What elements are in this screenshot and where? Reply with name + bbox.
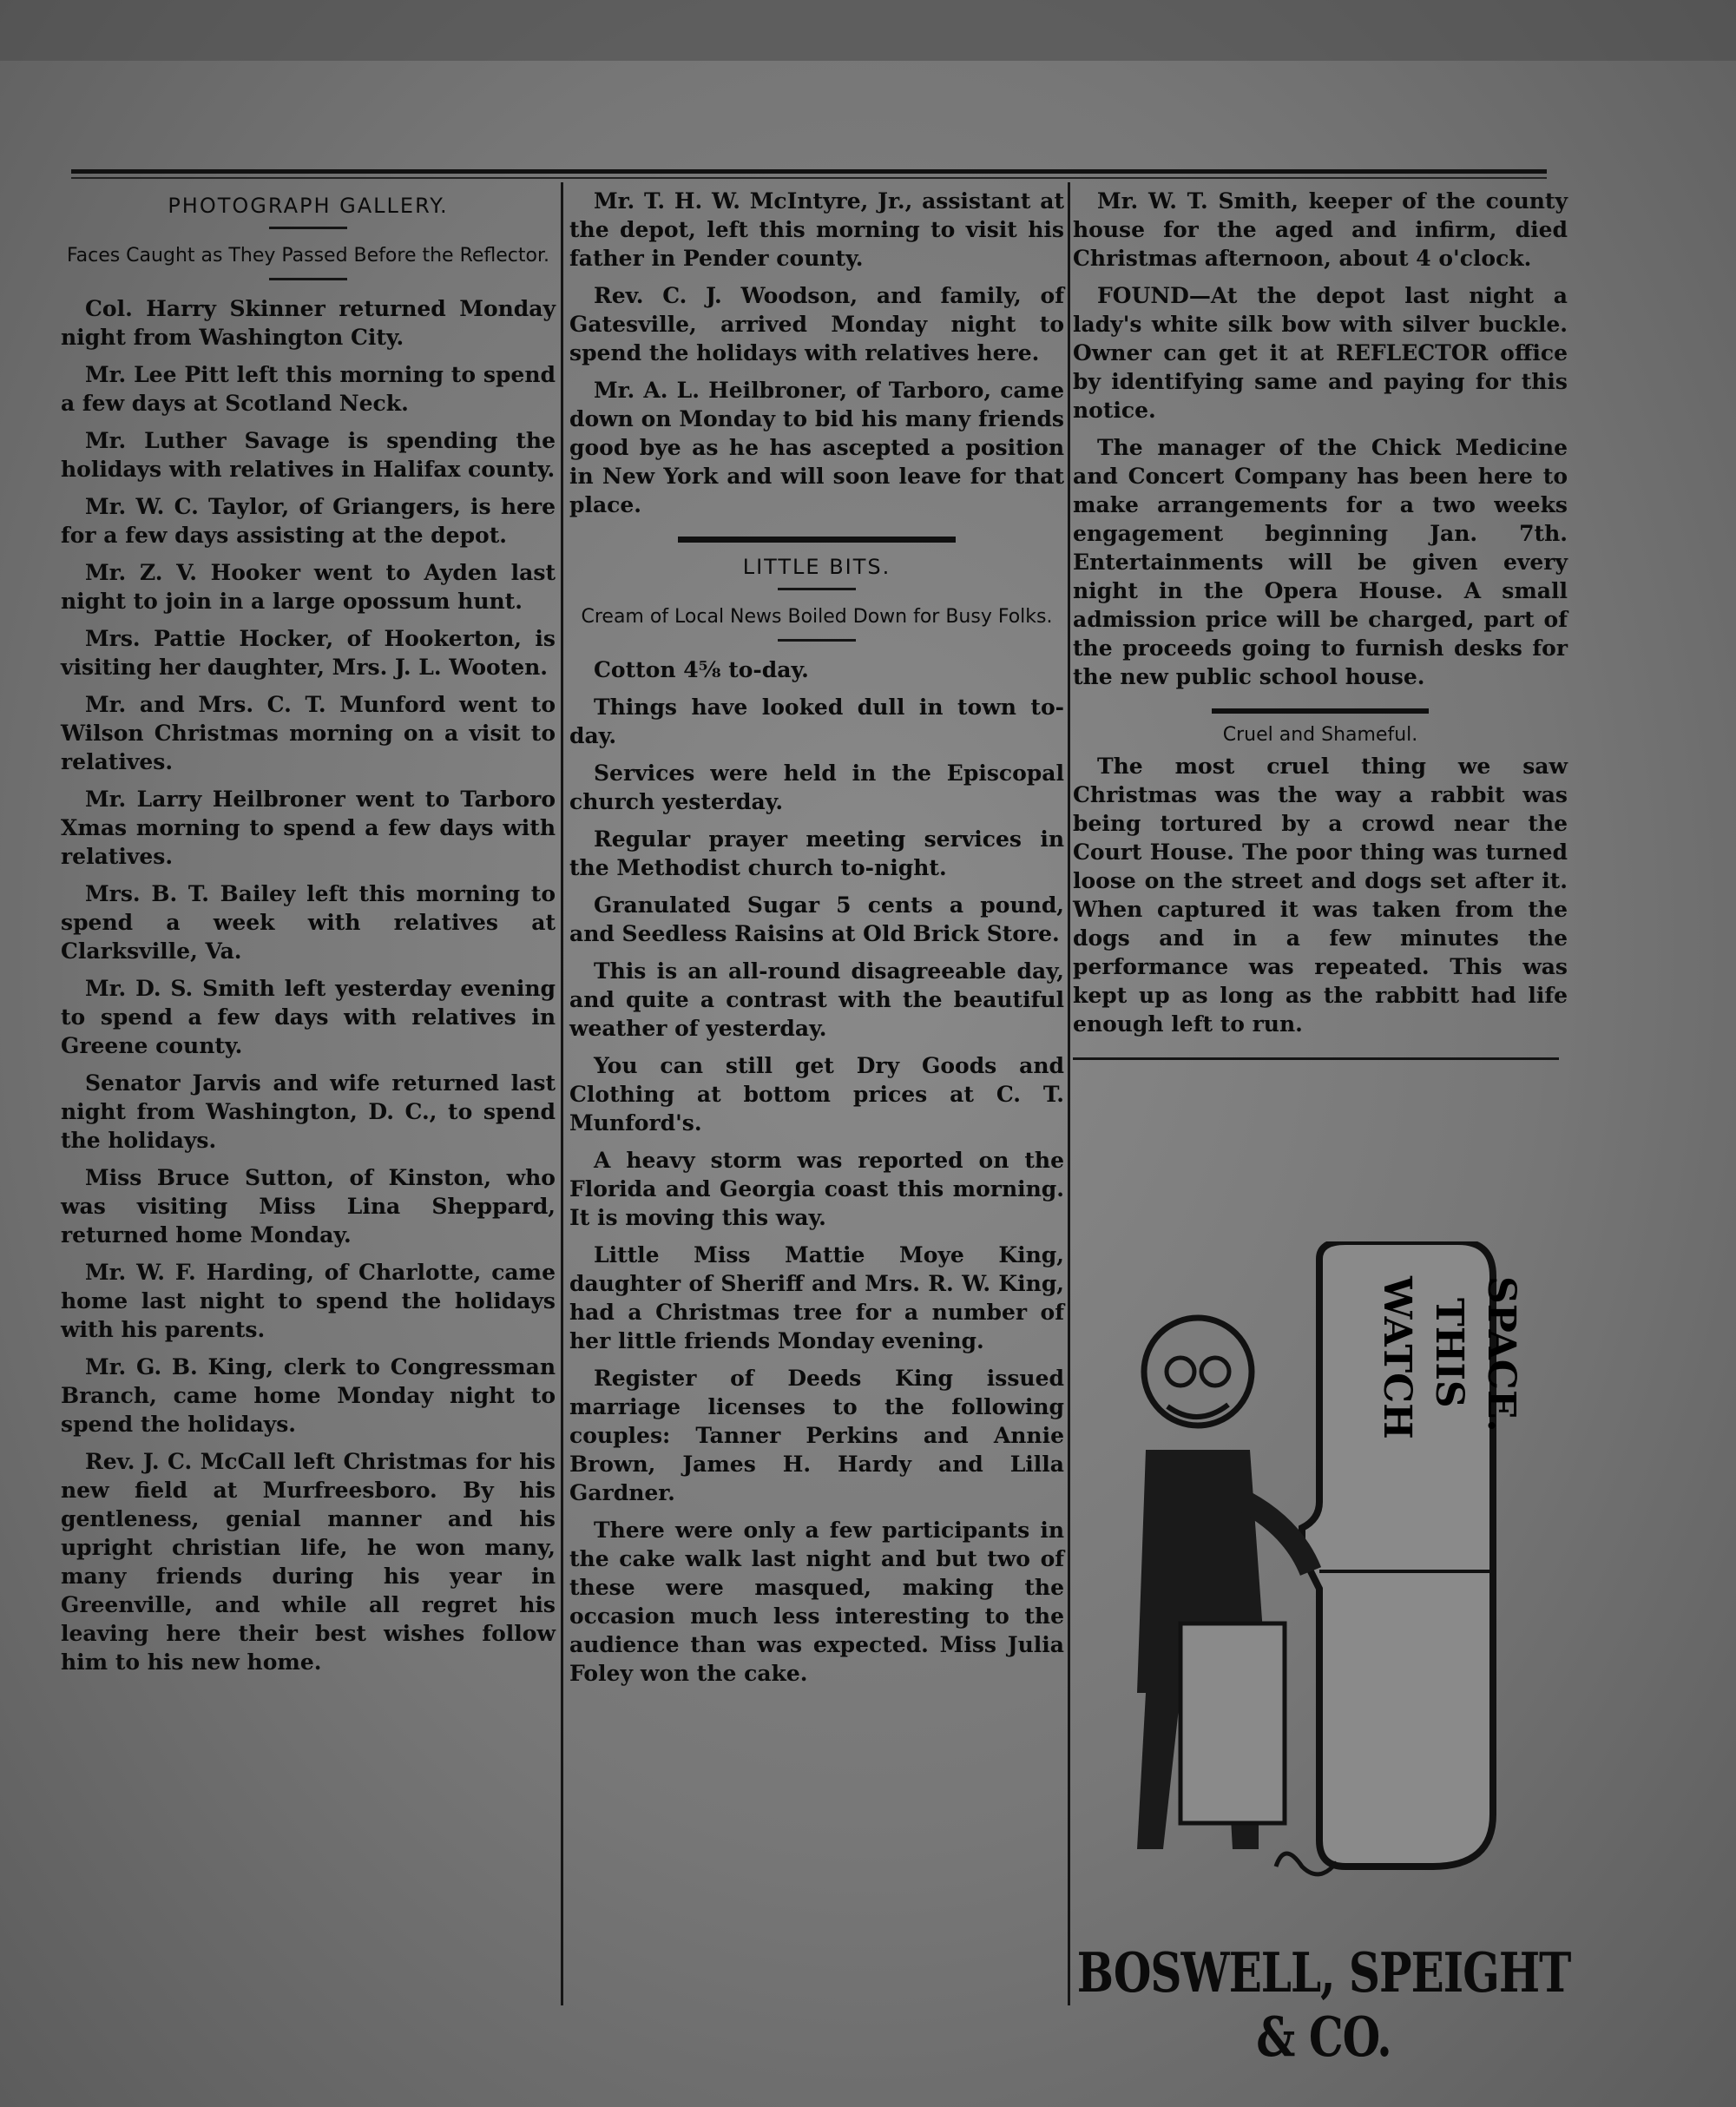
column-1 — [61, 187, 556, 1685]
old-man-figure — [1137, 1318, 1337, 1874]
news-item: Mr. T. H. W. McIntyre, Jr., assistant at the depot, left this morning to visit his father in Pender county. — [569, 188, 1064, 271]
news-item: Mrs. B. T. Bailey left this morning to spend a week with relatives at Clarksville, Va. — [61, 881, 556, 964]
news-item: The manager of the Chick Medicine and Concert Company has been here to make arrangements for a two weeks engagement beginning Jan. 7th. Entertainments will be given every night in the Opera House. A small admission price will be charged, part of the proceeds going to furnish desks for the new public school house. — [1073, 435, 1568, 689]
news-item: FOUND—At the depot last night a lady's white silk bow with silver buckle. Owner can get it at REFLECTOR office by identifying same and paying for this notice. — [1073, 283, 1568, 423]
column-3 — [1073, 187, 1568, 1060]
news-item: Mrs. Pattie Hocker, of Hookerton, is visiting her daughter, Mrs. J. L. Wooten. — [61, 626, 556, 680]
column-divider-2 — [1068, 182, 1070, 2005]
news-item: Little Miss Mattie Moye King, daughter of Sheriff and Mrs. R. W. King, had a Christmas tree for a number of her little friends Monday evening. — [569, 1242, 1064, 1353]
watch-line-1: WATCH — [1375, 1276, 1419, 1439]
news-item: Mr. Z. V. Hooker went to Ayden last night to join in a large opossum hunt. — [61, 560, 556, 614]
news-item: Miss Bruce Sutton, of Kinston, who was visiting Miss Lina Sheppard, returned home Monday. — [61, 1165, 556, 1248]
news-item: Col. Harry Skinner returned Monday night from Washington City. — [61, 296, 556, 350]
top-rule-thin — [71, 177, 1547, 179]
news-item: There were only a few participants in the cake walk last night and but two of these were masqued, making the occasion much less interesting to the audience than was expected. Miss Julia Foley won the cake. — [569, 1518, 1064, 1686]
news-item: Register of Deeds King issued marriage licenses to the following couples: Tanner Perkins and Annie Brown, James H. Hardy and Lilla Gardner. — [569, 1366, 1064, 1505]
news-item: Cotton 4⅝ to-day. — [594, 657, 809, 682]
news-item: You can still get Dry Goods and Clothing at bottom prices at C. T. Munford's. — [569, 1053, 1064, 1136]
short-rule — [269, 227, 347, 229]
news-item: Mr. and Mrs. C. T. Munford went to Wilson Christmas morning on a visit to relatives. — [61, 692, 556, 774]
news-item: Mr. G. B. King, clerk to Congressman Branch, came home Monday night to spend the holidays. — [61, 1354, 556, 1437]
news-item: Mr. D. S. Smith left yesterday evening to spend a few days with relatives in Greene county. — [61, 976, 556, 1058]
short-rule — [778, 639, 856, 642]
news-item: Things have looked dull in town to-day. — [569, 695, 1064, 748]
news-item: Rev. C. J. Woodson, and family, of Gatesville, arrived Monday night to spend the holidays with relatives here. — [569, 283, 1064, 365]
short-rule — [269, 278, 347, 280]
news-item: Mr. W. C. Taylor, of Griangers, is here for a few days assisting at the depot. — [61, 494, 556, 548]
news-item: Granulated Sugar 5 cents a pound, and Seedless Raisins at Old Brick Store. — [569, 892, 1064, 946]
news-item: This is an all-round disagreeable day, and quite a contrast with the beautiful weather of yesterday. — [569, 958, 1064, 1041]
column-2 — [569, 187, 1064, 1696]
news-item: Services were held in the Episcopal church yesterday. — [569, 760, 1064, 814]
section-rule — [678, 537, 956, 543]
section-heading: LITTLE BITS. — [742, 555, 891, 579]
news-item: Senator Jarvis and wife returned last night from Washington, D. C., to spend the holidays. — [61, 1070, 556, 1153]
article-heading: Cruel and Shameful. — [1222, 724, 1418, 746]
news-item: Mr. Luther Savage is spending the holidays with relatives in Halifax county. — [61, 428, 556, 482]
news-item: A heavy storm was reported on the Florida and Georgia coast this morning. It is moving this way. — [569, 1148, 1064, 1230]
page-top-margin — [0, 0, 1736, 61]
news-item: Mr. Larry Heilbroner went to Tarboro Xmas morning to spend a few days with relatives. — [61, 787, 556, 869]
section-heading: PHOTOGRAPH GALLERY. — [168, 194, 449, 218]
news-item: Mr. A. L. Heilbroner, of Tarboro, came down on Monday to bid his many friends good bye as he has ascepted a position in New York and will soon leave for that place. — [569, 378, 1064, 517]
company-name: BOSWELL, SPEIGHT & CO. — [1076, 1940, 1571, 2069]
news-item: Mr. W. F. Harding, of Charlotte, came home last night to spend the holidays with his parents. — [61, 1260, 556, 1342]
ad-rule — [1073, 1057, 1559, 1060]
watch-line-3: SPACE. — [1479, 1276, 1523, 1432]
section-subheading: Cream of Local News Boiled Down for Busy Folks. — [581, 606, 1053, 628]
news-item: Rev. J. C. McCall left Christmas for his new field at Murfreesboro. By his gentleness, genial manner and his upright christian life, he won many, many friends during his year in Greenville, and while all regret his leaving here their best wishes follow him to his new home. — [61, 1449, 556, 1675]
post — [1180, 1623, 1285, 1823]
news-item: Regular prayer meeting services in the Methodist church to-night. — [569, 826, 1064, 880]
column-divider-1 — [561, 182, 563, 2005]
watch-line-2: THIS — [1427, 1298, 1471, 1408]
section-subheading: Faces Caught as They Passed Before the Reflector. — [66, 245, 549, 267]
section-rule — [1212, 708, 1429, 714]
short-rule — [778, 588, 856, 590]
news-item: Mr. Lee Pitt left this morning to spend a few days at Scotland Neck. — [61, 362, 556, 416]
top-rule — [71, 169, 1547, 174]
article-body: The most cruel thing we saw Christmas was the way a rabbit was being tortured by a crowd near the Court House. The poor thing was turned loose on the street and dogs set after it. When captured it was taken from the dogs and in a few minutes the performance was repeated. This was kept up as long as the rabbitt had life enough left to run. — [1073, 754, 1568, 1037]
news-item: Mr. W. T. Smith, keeper of the county house for the aged and infirm, died Christmas afternoon, about 4 o'clock. — [1073, 188, 1568, 271]
advertisement-cartoon — [1085, 1241, 1554, 1901]
